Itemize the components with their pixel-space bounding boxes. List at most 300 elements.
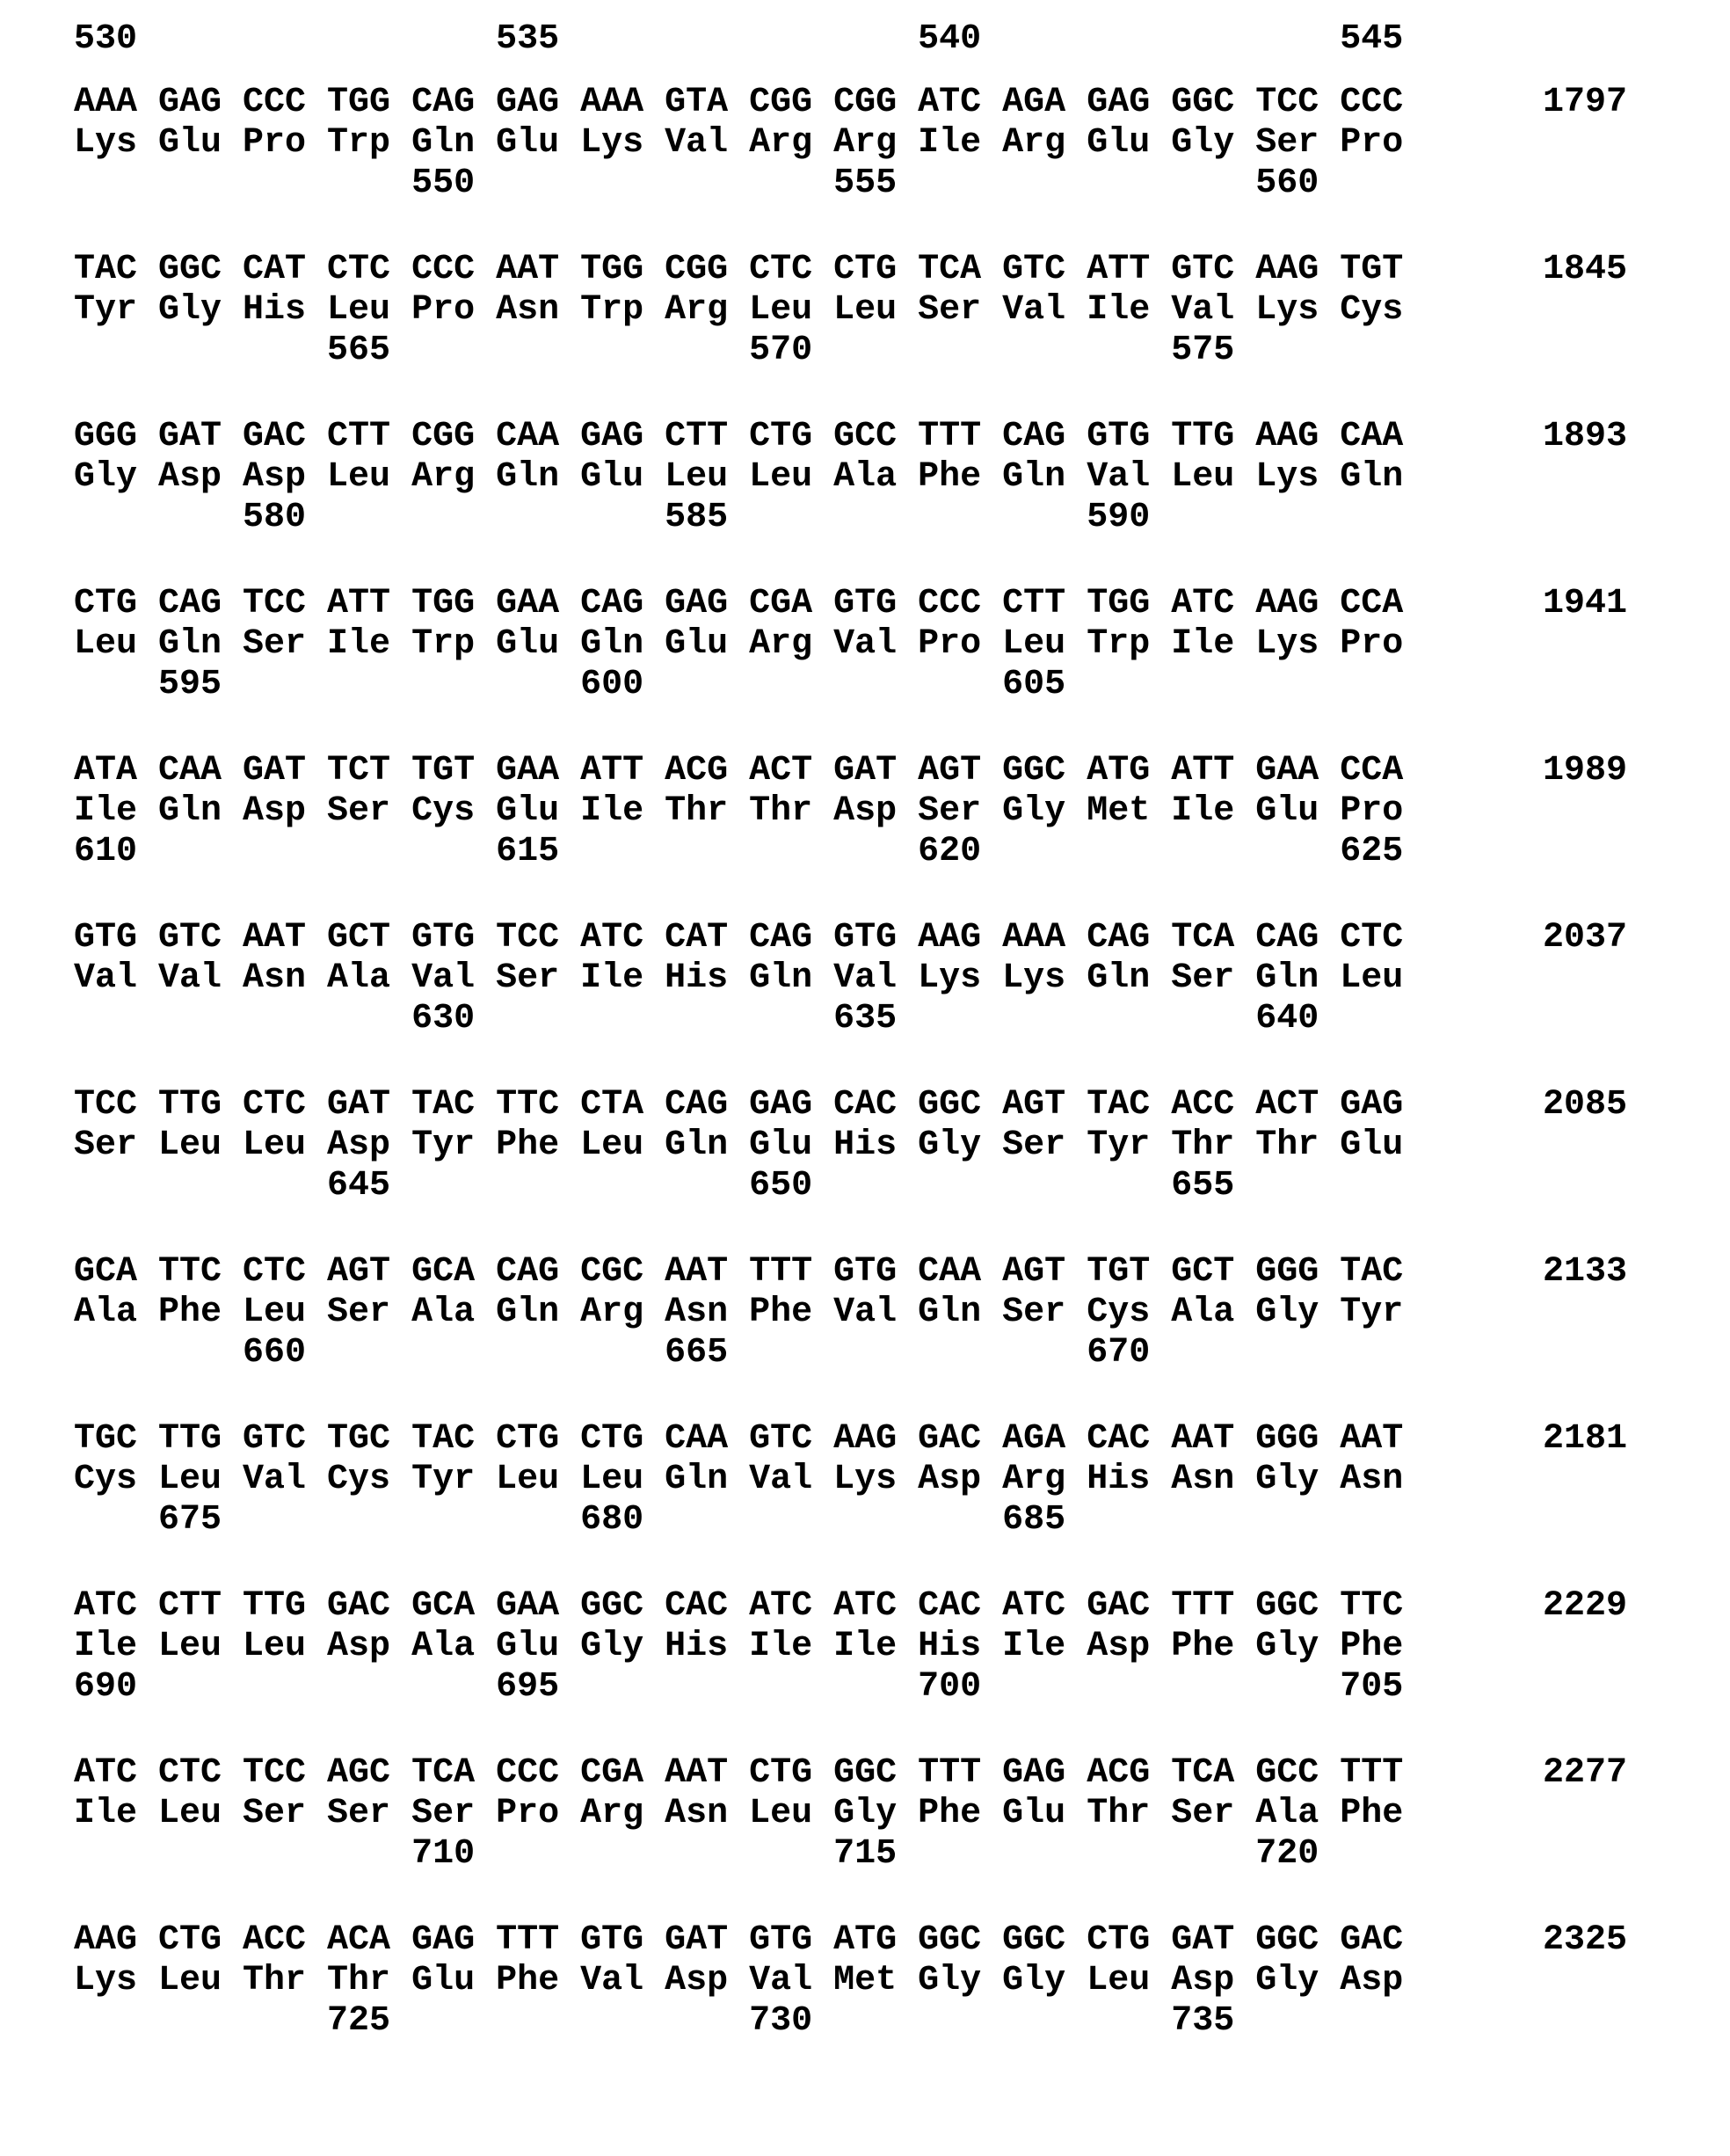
codon-cell: CTC (1340, 918, 1404, 958)
amino-acid-cell: Lys (1255, 624, 1319, 664)
number-spacer-cell (1002, 498, 1087, 538)
codon-cell: GCA (411, 1252, 476, 1292)
number-spacer-cell (1171, 1500, 1255, 1541)
codon-cell: CAA (1340, 417, 1404, 456)
residue-number-label: 715 (833, 1834, 898, 1874)
codon-cell: CTG (496, 1419, 560, 1459)
ruler-spacer-cell (665, 19, 749, 60)
codon-cell: CAA (158, 751, 222, 790)
number-spacer-cell (158, 1834, 243, 1875)
amino-acid-cell: Gln (749, 958, 813, 998)
number-spacer-cell (74, 1166, 158, 1206)
amino-acid-cell: Lys (1255, 457, 1319, 497)
ruler-spacer-cell (1255, 19, 1340, 60)
number-spacer-cell (1340, 665, 1424, 705)
codon-cell: AGA (1002, 1419, 1066, 1459)
amino-acid-cell: Thr (1087, 1794, 1151, 1833)
nucleotide-position-number: 1941 (1543, 584, 1628, 623)
codon-cell: CAG (158, 584, 222, 623)
amino-acid-cell: Gln (496, 1293, 560, 1332)
number-spacer-cell (665, 999, 749, 1039)
codon-cell: CTC (749, 250, 813, 289)
number-spacer-cell (74, 1333, 158, 1373)
residue-number-label: 720 (1255, 1834, 1319, 1874)
number-spacer-cell (496, 1500, 580, 1541)
codon-cell: TCC (74, 1085, 138, 1125)
number-spacer-cell (496, 331, 580, 371)
amino-acid-cell: Val (833, 1293, 898, 1332)
number-spacer-cell (1255, 1166, 1340, 1206)
codon-cell: GAG (411, 1920, 476, 1960)
number-spacer-cell (1002, 1834, 1087, 1875)
residue-number-label: 555 (833, 164, 898, 203)
amino-acid-line (74, 791, 1730, 832)
amino-acid-cell: Val (833, 958, 898, 998)
amino-acid-cell: Pro (411, 290, 476, 330)
amino-acid-cell: Leu (158, 1627, 222, 1666)
amino-acid-cell: Val (833, 624, 898, 664)
amino-acid-cell: Pro (918, 624, 982, 664)
amino-acid-cell: Ile (749, 1627, 813, 1666)
amino-acid-cell: Lys (74, 1961, 138, 2000)
amino-acid-cell: Ile (833, 1627, 898, 1666)
number-spacer-cell (327, 832, 411, 872)
amino-acid-cell: Gly (1255, 1627, 1319, 1666)
codon-cell: ACC (243, 1920, 307, 1960)
amino-acid-cell: Gly (1255, 1961, 1319, 2000)
number-spacer-cell (74, 331, 158, 371)
codon-cell: GCA (411, 1586, 476, 1626)
number-spacer-cell (327, 164, 411, 204)
codon-cell: GGC (918, 1920, 982, 1960)
number-spacer-cell (1255, 665, 1340, 705)
number-spacer-cell (1171, 1667, 1255, 1708)
sequence-block (74, 83, 1730, 204)
amino-acid-cell: Leu (496, 1460, 560, 1499)
codon-cell: CCC (496, 1753, 560, 1793)
codon-line (74, 584, 1730, 624)
codon-cell: CAC (918, 1586, 982, 1626)
codon-cell: ACT (1255, 1085, 1319, 1125)
codon-cell: GAT (158, 417, 222, 456)
codon-cell: AAT (496, 250, 560, 289)
codon-cell: TTT (496, 1920, 560, 1960)
number-spacer-cell (411, 1667, 496, 1708)
amino-acid-cell: Gly (918, 1961, 982, 2000)
amino-acid-cell: Lys (580, 123, 644, 163)
amino-acid-cell: Phe (749, 1293, 813, 1332)
amino-acid-cell: Arg (665, 290, 729, 330)
codon-cell: CTG (1087, 1920, 1151, 1960)
number-spacer-cell (918, 999, 1002, 1039)
number-spacer-cell (243, 999, 327, 1039)
number-spacer-cell (74, 1500, 158, 1541)
residue-number-label: 685 (1002, 1500, 1066, 1540)
amino-acid-cell: Val (74, 958, 138, 998)
residue-number-line (74, 331, 1730, 371)
amino-acid-cell: Pro (1340, 624, 1404, 664)
amino-acid-cell: Ile (1171, 791, 1235, 831)
codon-cell: CGA (749, 584, 813, 623)
codon-cell: ATC (580, 918, 644, 958)
amino-acid-cell: Ala (1171, 1293, 1235, 1332)
residue-number-label: 535 (496, 19, 560, 59)
number-spacer-cell (74, 2001, 158, 2042)
residue-number-label: 545 (1340, 19, 1404, 59)
codon-cell: ACT (749, 751, 813, 790)
codon-cell: GAA (496, 751, 560, 790)
residue-number-line (74, 1166, 1730, 1206)
codon-cell: GAG (1087, 83, 1151, 122)
codon-cell: GAG (749, 1085, 813, 1125)
amino-acid-cell: His (918, 1627, 982, 1666)
codon-cell: TTG (158, 1419, 222, 1459)
amino-acid-cell: Asn (665, 1794, 729, 1833)
amino-acid-cell: Leu (1087, 1961, 1151, 2000)
amino-acid-cell: Arg (749, 624, 813, 664)
codon-cell: CAG (1087, 918, 1151, 958)
amino-acid-cell: Ser (327, 791, 391, 831)
residue-number-label: 630 (411, 999, 476, 1038)
number-spacer-cell (749, 832, 833, 872)
residue-number-label: 615 (496, 832, 560, 871)
amino-acid-line (74, 457, 1730, 498)
codon-cell: TTC (158, 1252, 222, 1292)
residue-number-label: 670 (1087, 1333, 1151, 1373)
codon-line (74, 250, 1730, 290)
amino-acid-cell: Ser (1002, 1125, 1066, 1165)
codon-cell: TCA (918, 250, 982, 289)
number-spacer-cell (1002, 2001, 1087, 2042)
codon-cell: TCC (1255, 83, 1319, 122)
amino-acid-cell: Phe (918, 1794, 982, 1833)
codon-cell: CGC (580, 1252, 644, 1292)
codon-cell: TAC (1340, 1252, 1404, 1292)
codon-cell: TGC (74, 1419, 138, 1459)
codon-cell: GGG (1255, 1419, 1319, 1459)
codon-cell: GCC (833, 417, 898, 456)
residue-number-line (74, 1834, 1730, 1875)
amino-acid-cell: Ser (243, 1794, 307, 1833)
amino-acid-cell: Tyr (74, 290, 138, 330)
amino-acid-cell: Ala (74, 1293, 138, 1332)
amino-acid-cell: Leu (1002, 624, 1066, 664)
codon-cell: GAG (158, 83, 222, 122)
amino-acid-cell: Leu (158, 1125, 222, 1165)
amino-acid-cell: Met (833, 1961, 898, 2000)
number-spacer-cell (833, 832, 918, 872)
amino-acid-cell: Ser (918, 290, 982, 330)
number-spacer-cell (1340, 1333, 1424, 1373)
codon-cell: GAC (1087, 1586, 1151, 1626)
amino-acid-line (74, 290, 1730, 331)
codon-cell: ACG (665, 751, 729, 790)
number-spacer-cell (158, 164, 243, 204)
codon-cell: CAA (496, 417, 560, 456)
codon-cell: CTG (749, 1753, 813, 1793)
residue-number-label: 665 (665, 1333, 729, 1373)
number-spacer-cell (749, 999, 833, 1039)
number-spacer-cell (243, 164, 327, 204)
amino-acid-cell: Tyr (1340, 1293, 1404, 1332)
codon-cell: GTG (1087, 417, 1151, 456)
amino-acid-cell: Gln (580, 624, 644, 664)
amino-acid-cell: Gln (1340, 457, 1404, 497)
number-spacer-cell (1171, 498, 1255, 538)
amino-acid-cell: Phe (1340, 1627, 1404, 1666)
amino-acid-cell: Val (665, 123, 729, 163)
number-spacer-cell (665, 832, 749, 872)
amino-acid-cell: Val (1002, 290, 1066, 330)
amino-acid-cell: Ser (243, 624, 307, 664)
amino-acid-cell: Leu (243, 1293, 307, 1332)
amino-acid-cell: Arg (749, 123, 813, 163)
amino-acid-cell: Gly (74, 457, 138, 497)
amino-acid-cell: Val (749, 1961, 813, 2000)
codon-cell: CCA (1340, 584, 1404, 623)
amino-acid-cell: Pro (496, 1794, 560, 1833)
ruler-spacer-cell (1087, 19, 1171, 60)
residue-number-label: 675 (158, 1500, 222, 1540)
codon-cell: CAG (580, 584, 644, 623)
number-spacer-cell (243, 1500, 327, 1541)
amino-acid-cell: Pro (1340, 123, 1404, 163)
number-spacer-cell (411, 1166, 496, 1206)
nucleotide-position-number: 1989 (1543, 751, 1628, 790)
codon-cell: ATC (74, 1753, 138, 1793)
codon-line (74, 417, 1730, 457)
codon-cell: TAC (1087, 1085, 1151, 1125)
codon-cell: TGT (1340, 250, 1404, 289)
codon-cell: ATC (1171, 584, 1235, 623)
amino-acid-cell: Ser (1255, 123, 1319, 163)
number-spacer-cell (327, 1500, 411, 1541)
codon-cell: TGT (411, 751, 476, 790)
residue-number-label: 605 (1002, 665, 1066, 704)
number-spacer-cell (327, 665, 411, 705)
codon-line (74, 918, 1730, 958)
codon-cell: AGT (918, 751, 982, 790)
number-spacer-cell (749, 498, 833, 538)
codon-cell: AAG (918, 918, 982, 958)
codon-cell: GAT (327, 1085, 391, 1125)
amino-acid-cell: Gln (1255, 958, 1319, 998)
nucleotide-position-number: 2133 (1543, 1252, 1628, 1292)
codon-cell: TTG (243, 1586, 307, 1626)
codon-cell: TCC (243, 1753, 307, 1793)
number-spacer-cell (158, 2001, 243, 2042)
number-spacer-cell (74, 665, 158, 705)
codon-cell: CAC (1087, 1419, 1151, 1459)
number-spacer-cell (243, 1166, 327, 1206)
residue-number-label: 575 (1171, 331, 1235, 370)
number-spacer-cell (1340, 1834, 1424, 1875)
residue-ruler-top (74, 19, 1730, 60)
amino-acid-cell: Cys (1087, 1293, 1151, 1332)
amino-acid-cell: Ala (411, 1627, 476, 1666)
codon-cell: ATG (1087, 751, 1151, 790)
residue-number-label: 695 (496, 1667, 560, 1707)
number-spacer-cell (665, 164, 749, 204)
codon-line (74, 1085, 1730, 1125)
number-spacer-cell (1340, 331, 1424, 371)
codon-cell: GTG (580, 1920, 644, 1960)
codon-cell: GTC (243, 1419, 307, 1459)
nucleotide-position-number: 1845 (1543, 250, 1628, 289)
amino-acid-cell: Gln (1002, 457, 1066, 497)
residue-number-label: 550 (411, 164, 476, 203)
sequence-block (74, 1085, 1730, 1206)
residue-number-label: 540 (918, 19, 982, 59)
number-spacer-cell (1087, 1834, 1171, 1875)
number-spacer-cell (918, 164, 1002, 204)
codon-cell: CAG (496, 1252, 560, 1292)
codon-cell: ATT (580, 751, 644, 790)
amino-acid-cell: Gln (665, 1460, 729, 1499)
amino-acid-cell: Asp (158, 457, 222, 497)
number-spacer-cell (1340, 1500, 1424, 1541)
codon-cell: CGG (665, 250, 729, 289)
number-spacer-cell (496, 164, 580, 204)
number-spacer-cell (496, 2001, 580, 2042)
number-spacer-cell (243, 331, 327, 371)
number-spacer-cell (1340, 2001, 1424, 2042)
residue-number-label: 700 (918, 1667, 982, 1707)
codon-cell: AGT (327, 1252, 391, 1292)
number-spacer-cell (74, 999, 158, 1039)
codon-cell: GTG (411, 918, 476, 958)
amino-acid-cell: Gly (1002, 791, 1066, 831)
codon-cell: GTG (749, 1920, 813, 1960)
amino-acid-cell: Asp (918, 1460, 982, 1499)
codon-cell: GAT (833, 751, 898, 790)
sequence-block (74, 1586, 1730, 1708)
codon-cell: AAT (1340, 1419, 1404, 1459)
amino-acid-cell: Thr (1255, 1125, 1319, 1165)
residue-number-label: 660 (243, 1333, 307, 1373)
amino-acid-cell: Phe (918, 457, 982, 497)
codon-cell: TTG (1171, 417, 1235, 456)
nucleotide-position-number: 1797 (1543, 83, 1628, 122)
codon-cell: TAC (74, 250, 138, 289)
amino-acid-cell: Arg (580, 1293, 644, 1332)
number-spacer-cell (1255, 498, 1340, 538)
codon-cell: TTT (918, 417, 982, 456)
codon-cell: ATC (833, 1586, 898, 1626)
amino-acid-cell: Cys (1340, 290, 1404, 330)
codon-cell: GTA (665, 83, 729, 122)
codon-cell: GTC (749, 1419, 813, 1459)
codon-cell: TTG (158, 1085, 222, 1125)
codon-cell: TTT (1171, 1586, 1235, 1626)
ruler-spacer-cell (1171, 19, 1255, 60)
residue-number-line (74, 498, 1730, 538)
number-spacer-cell (665, 2001, 749, 2042)
number-spacer-cell (580, 331, 665, 371)
number-spacer-cell (327, 1333, 411, 1373)
codon-cell: CAG (1002, 417, 1066, 456)
amino-acid-cell: Ile (1171, 624, 1235, 664)
residue-number-label: 600 (580, 665, 644, 704)
codon-cell: CTA (580, 1085, 644, 1125)
number-spacer-cell (1087, 2001, 1171, 2042)
amino-acid-cell: Tyr (411, 1460, 476, 1499)
amino-acid-line (74, 123, 1730, 164)
number-spacer-cell (749, 665, 833, 705)
amino-acid-cell: Glu (1340, 1125, 1404, 1165)
codon-cell: GAC (243, 417, 307, 456)
amino-acid-cell: Leu (665, 457, 729, 497)
number-spacer-cell (749, 1500, 833, 1541)
codon-cell: TGG (580, 250, 644, 289)
ruler-spacer-cell (749, 19, 833, 60)
amino-acid-cell: Gln (918, 1293, 982, 1332)
amino-acid-cell: Lys (1002, 958, 1066, 998)
amino-acid-cell: Ile (580, 791, 644, 831)
number-spacer-cell (580, 999, 665, 1039)
number-spacer-cell (833, 331, 918, 371)
number-spacer-cell (580, 832, 665, 872)
number-spacer-cell (1087, 832, 1171, 872)
amino-acid-cell: Trp (411, 624, 476, 664)
codon-cell: CGG (833, 83, 898, 122)
residue-number-label: 560 (1255, 164, 1319, 203)
amino-acid-cell: Gln (158, 791, 222, 831)
number-spacer-cell (665, 331, 749, 371)
codon-cell: CGA (580, 1753, 644, 1793)
number-spacer-cell (496, 1834, 580, 1875)
number-spacer-cell (411, 331, 496, 371)
residue-number-label: 610 (74, 832, 138, 871)
amino-acid-cell: Pro (1340, 791, 1404, 831)
ruler-spacer-cell (243, 19, 327, 60)
amino-acid-cell: Tyr (1087, 1125, 1151, 1165)
codon-cell: ATC (749, 1586, 813, 1626)
codon-cell: TCC (243, 584, 307, 623)
codon-cell: CCC (918, 584, 982, 623)
codon-cell: AAG (1255, 250, 1319, 289)
residue-number-label: 590 (1087, 498, 1151, 537)
ruler-spacer-cell (833, 19, 918, 60)
amino-acid-cell: Ser (1002, 1293, 1066, 1332)
codon-cell: AGC (327, 1753, 391, 1793)
number-spacer-cell (833, 1500, 918, 1541)
codon-cell: GGC (580, 1586, 644, 1626)
nucleotide-position-number: 2277 (1543, 1753, 1628, 1793)
number-spacer-cell (496, 665, 580, 705)
codon-cell: GTC (158, 918, 222, 958)
amino-acid-cell: Lys (1255, 290, 1319, 330)
amino-acid-cell: Gln (411, 123, 476, 163)
amino-acid-cell: Arg (1002, 123, 1066, 163)
codon-cell: GGC (1002, 1920, 1066, 1960)
residue-number-label: 595 (158, 665, 222, 704)
amino-acid-cell: Leu (833, 290, 898, 330)
ruler-spacer-cell (1002, 19, 1087, 60)
number-spacer-cell (580, 1667, 665, 1708)
number-spacer-cell (243, 1667, 327, 1708)
codon-cell: CAT (243, 250, 307, 289)
codon-cell: AAA (74, 83, 138, 122)
codon-cell: GGG (1255, 1252, 1319, 1292)
codon-cell: GAG (1340, 1085, 1404, 1125)
number-spacer-cell (411, 498, 496, 538)
amino-acid-cell: Gly (918, 1125, 982, 1165)
codon-cell: GCC (1255, 1753, 1319, 1793)
codon-cell: AAA (1002, 918, 1066, 958)
codon-cell: ATC (918, 83, 982, 122)
number-spacer-cell (1002, 331, 1087, 371)
